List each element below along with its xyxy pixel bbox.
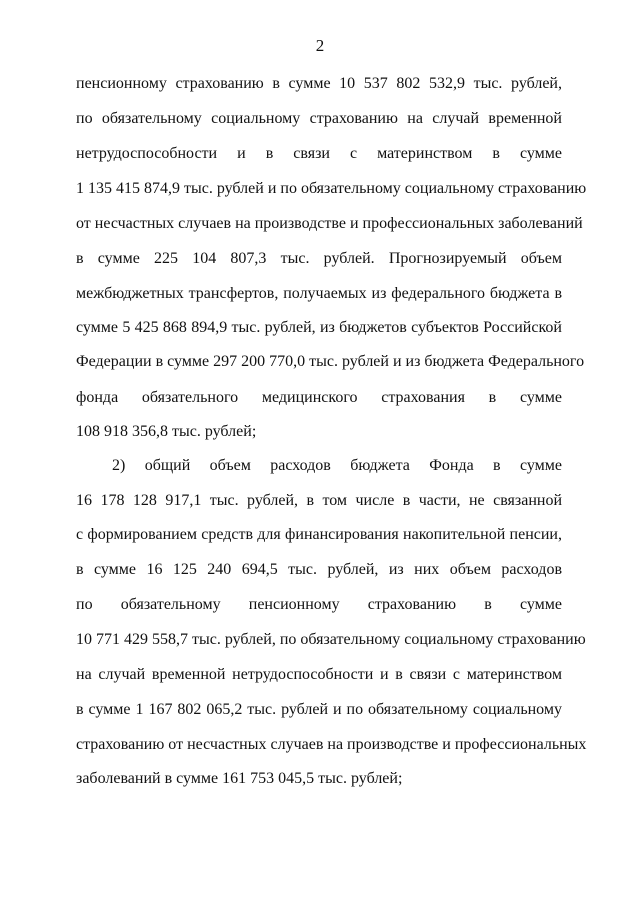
- text-line: от несчастных случаев на производстве и профессиональных заболеваний: [76, 215, 583, 232]
- text-line: страхованию от несчастных случаев на производстве и профессиональных: [76, 736, 587, 753]
- text-line: заболеваний в сумме 161 753 045,5 тыс. рублей;: [76, 770, 403, 787]
- page-number: 2: [315, 36, 325, 55]
- text-line: 1 135 415 874,9 тыс. рублей и по обязательному социальному страхованию: [76, 180, 587, 197]
- text-line: в сумме 1 167 802 065,2 тыс. рублей и по обязательному социальному: [76, 701, 562, 718]
- text-line: с формированием средств для финансирования накопительной пенсии,: [76, 526, 562, 543]
- text-line: 2) общий объем расходов бюджета Фонда в сумме: [112, 457, 562, 474]
- text-line: 16 178 128 917,1 тыс. рублей, в том числе в части, не связанной: [76, 492, 562, 509]
- text-line: на случай временной нетрудоспособности и в связи с материнством: [76, 666, 562, 683]
- text-line: 10 771 429 558,7 тыс. рублей, по обязательному социальному страхованию: [76, 631, 586, 648]
- text-line: 108 918 356,8 тыс. рублей;: [76, 423, 257, 440]
- text-line: пенсионному страхованию в сумме 10 537 802 532,9 тыс. рублей,: [76, 75, 562, 92]
- text-line: сумме 5 425 868 894,9 тыс. рублей, из бюджетов субъектов Российской: [76, 319, 562, 336]
- text-line: по обязательному социальному страхованию на случай временной: [76, 110, 562, 127]
- text-line: в сумме 225 104 807,3 тыс. рублей. Прогнозируемый объем: [76, 250, 562, 267]
- text-line: в сумме 16 125 240 694,5 тыс. рублей, из них объем расходов: [76, 561, 562, 578]
- text-line: Федерации в сумме 297 200 770,0 тыс. рублей и из бюджета Федерального: [76, 353, 585, 370]
- text-line: нетрудоспособности и в связи с материнством в сумме: [76, 145, 562, 162]
- text-line: межбюджетных трансфертов, получаемых из федерального бюджета в: [76, 285, 562, 302]
- text-line: по обязательному пенсионному страхованию в сумме: [76, 596, 562, 613]
- text-line: фонда обязательного медицинского страхования в сумме: [76, 389, 562, 406]
